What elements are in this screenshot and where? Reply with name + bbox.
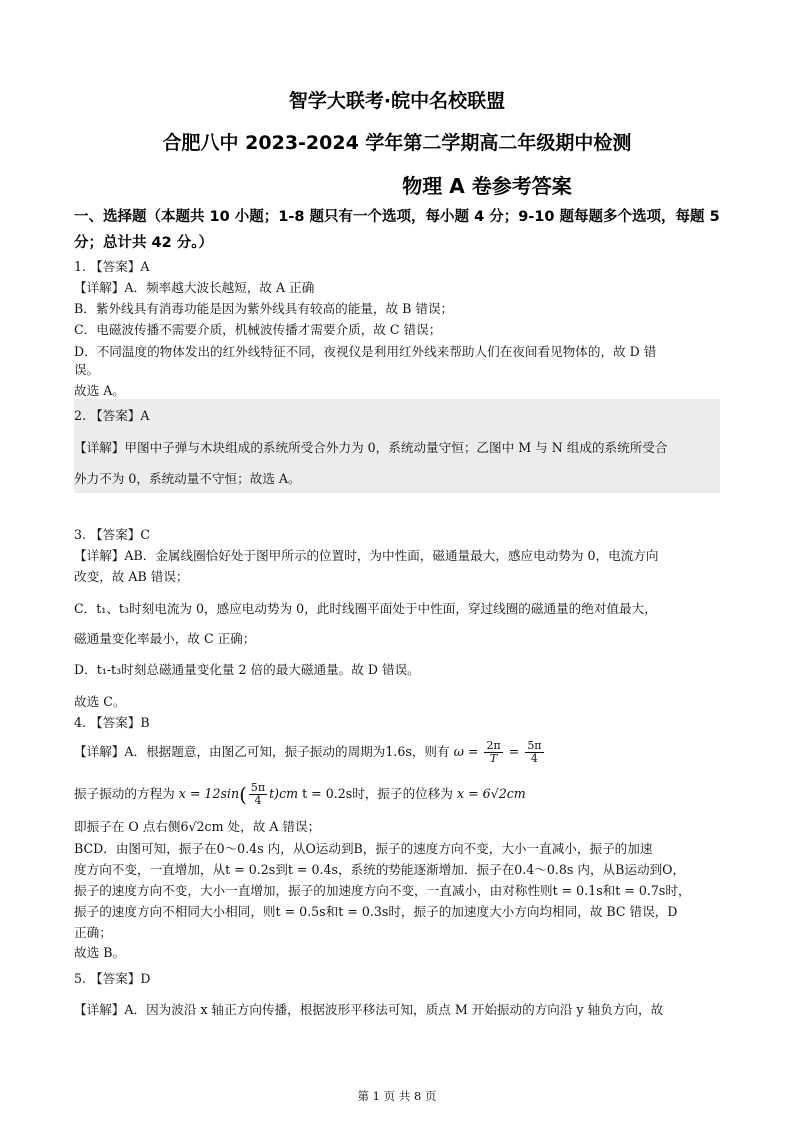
q4-line-equation: 振子振动的方程为 x = 12sin( $\frac{5\pi}{4}$ t)cm t = 0.2s时，振子的位移为 x = 6√2cm [74,781,526,807]
q3-line: 磁通量变化率最小，故 C 正确； [74,631,256,646]
q4-line: 振子的速度方向不变，大小一直增加，振子的加速度方向不变，一直减小，由对称性则t = 0.1s和t = 0.7s时， [74,883,691,898]
q4-text: t = 0.2s时，振子的位移为 [302,786,453,801]
page-number: 第 1 页 共 8 页 [357,1089,437,1103]
q4-line: 即振子在 O 点右侧6√2cm 处，故 A 错误； [74,819,321,834]
section-heading: 一、选择题（本题共 10 小题；1-8 题只有一个选项，每小题 4 分；9-10 题每题多个选项，每题 5 分；总计共 42 分。） [74,209,720,251]
fraction [249,782,267,807]
q4-answer: 4. 【答案】B [74,715,150,730]
q1-answer: 1. 【答案】A [74,259,150,274]
q5-answer: 5. 【答案】D [74,971,151,986]
q1-line: B．紫外线具有消毒功能是因为紫外线具有较高的能量，故 B 错误； [74,301,454,316]
fraction-numerator: 5π [527,739,542,752]
q4-text: 【详解】A．根据题意，由图乙可知，振子振动的周期为1.6s，则有 [74,744,450,759]
q5-line: 【详解】A．因为波沿 x 轴正方向传播，根据波形平移法可知，质点 M 开始振动的方向沿 y 轴负方向，故 [74,1002,664,1017]
q4-line: 故选 B。 [74,945,126,960]
fraction-denominator: 4 [254,794,262,807]
q4-line: 振子的速度方向不相同大小相同，则t = 0.5s和t = 0.3s时，振子的加速度大小方向均相同，故 BC 错误，D [74,904,678,919]
fraction-denominator: T [489,752,498,765]
q1-line: C．电磁波传播不需要介质，机械波传播才需要介质，故 C 错误； [74,322,442,337]
sin-equation: x = 12sin [178,786,240,801]
q3-line: 改变，故 AB 错误； [74,569,189,584]
q3-line: D．t₁-t₃时刻总磁通量变化量 2 倍的最大磁通量。故 D 错误。 [74,662,420,677]
fraction [525,740,543,765]
omega-symbol: ω = [453,744,479,759]
q2-answer: 2. 【答案】A [74,408,150,423]
q4-line: BCD．由图可知，振子在0～0.4s 内，从O运动到B，振子的速度方向不变，大小一直减小，振子的加速 [74,841,653,856]
exam-name-title: 合肥八中 2023-2024 学年第二学期高二年级期中检测 [162,132,632,154]
q1-line: 误。 [74,362,100,377]
q2-line: 【详解】甲图中子弹与木块组成的系统所受合外力为 0，系统动量守恒；乙图中 M 与 N 组成的系统所受合 [74,440,668,455]
displacement-value: x = 6√2cm [457,786,526,801]
q1-line: D．不同温度的物体发出的红外线特征不同，夜视仪是利用红外线来帮助人们在夜间看见物体的，故 D 错 [74,344,657,359]
q4-text: 振子振动的方程为 [74,786,175,801]
equals-sign: = [508,744,520,759]
fraction-denominator: 4 [530,752,538,765]
fraction-numerator: 5π [250,781,266,794]
q1-line: 故选 A。 [74,383,125,398]
q4-line-omega [74,740,726,765]
fraction-numerator: 2π [486,739,501,752]
q2-line: 外力不为 0，系统动量不守恒；故选 A。 [74,471,301,486]
q1-line: 【详解】A．频率越大波长越短，故 A 正确 [74,280,315,295]
exam-alliance-title: 智学大联考·皖中名校联盟 [288,90,506,112]
q3-line: 故选 C。 [74,694,126,709]
q4-line: 度方向不变，一直增加，从t = 0.2s到t = 0.4s，系统的势能逐渐增加．振子在0.4～0.8s 内，从B运动到O， [74,862,686,877]
q3-line: 【详解】AB．金属线圈恰好处于图甲所示的位置时，为中性面，磁通量最大，感应电动势为 0，电流方向 [74,548,659,563]
fraction [484,740,502,765]
q3-line: C．t₁、t₃时刻电流为 0，感应电动势为 0，此时线圈平面处于中性面，穿过线圈的磁通量的绝对值最大， [74,601,657,616]
q3-answer: 3. 【答案】C [74,527,151,542]
q4-line: 正确； [74,925,112,940]
equation-tail: t)cm [269,786,299,801]
subject-title: 物理 A 卷参考答案 [402,174,572,198]
